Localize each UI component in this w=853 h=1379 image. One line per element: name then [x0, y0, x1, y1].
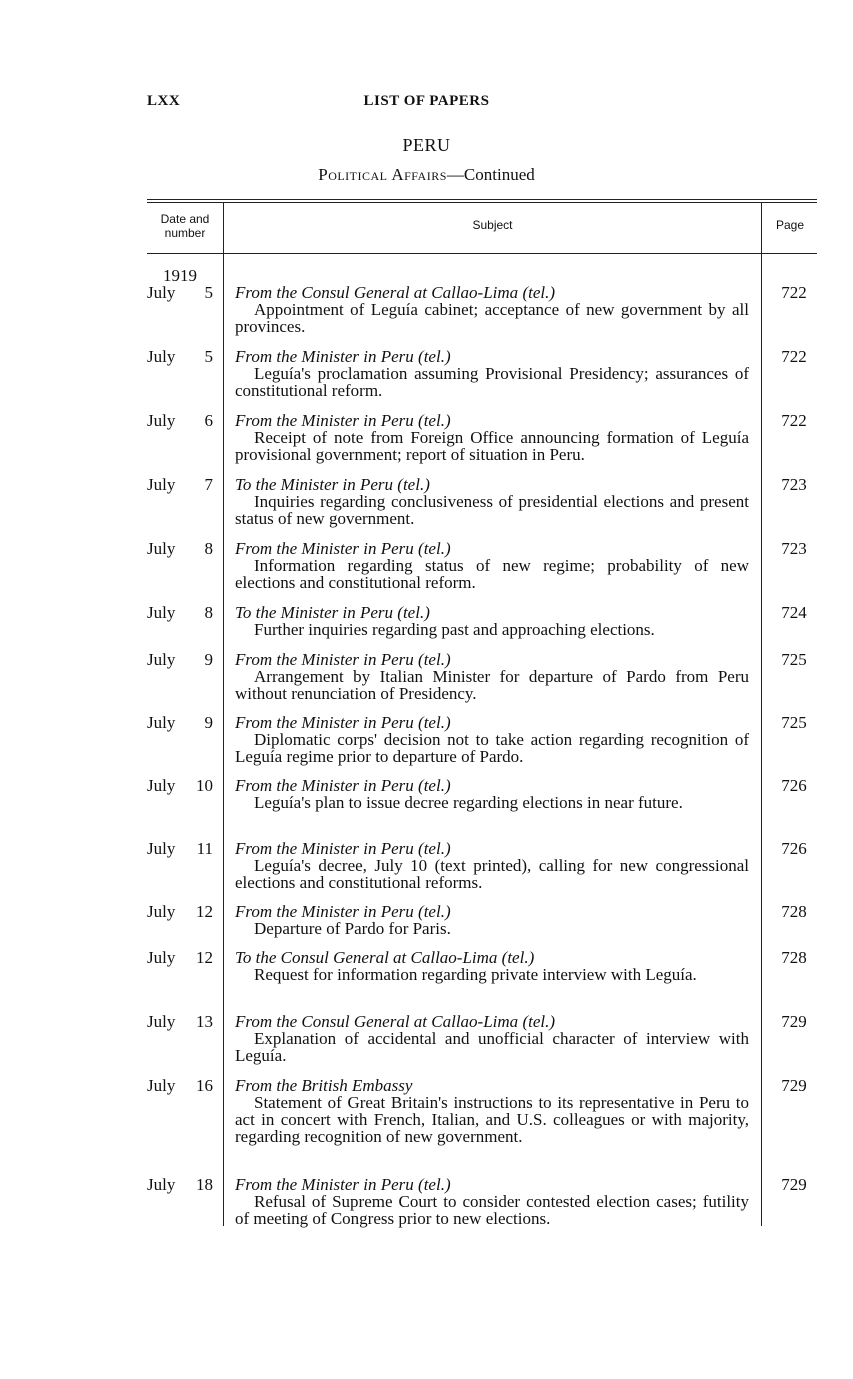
row-month: July [147, 411, 176, 430]
row-day: 10 [196, 776, 213, 795]
column-divider-date [223, 202, 224, 1226]
row-correspondent-text: From the Minister in Peru [235, 411, 414, 430]
row-day: 6 [204, 411, 213, 430]
row-subject [235, 604, 749, 638]
row-page: 725 [781, 713, 807, 732]
row-telegram-marker: (tel.) [501, 948, 535, 967]
row-page: 728 [781, 948, 807, 967]
row-month: July [147, 283, 176, 302]
row-telegram-marker: (tel.) [522, 1012, 556, 1031]
row-page: 729 [781, 1175, 807, 1194]
row-subject [235, 284, 749, 335]
row-description: Appointment of Leguía cabinet; acceptance of new government by all provinces. [235, 300, 749, 336]
row-subject [235, 777, 749, 811]
row-description: Leguía's decree, July 10 (text printed), calling for new congressional elections and constitutional reforms. [235, 856, 749, 892]
row-telegram-marker: (tel.) [418, 539, 451, 558]
column-header-date-line1: Date and [160, 212, 210, 226]
row-month: July [147, 650, 176, 669]
row-description: Further inquiries regarding past and approaching elections. [254, 620, 655, 639]
section-main: Political Affairs [318, 165, 447, 184]
row-subject [235, 540, 749, 591]
row-day: 16 [196, 1076, 213, 1095]
row-month: July [147, 475, 176, 494]
row-day: 5 [204, 347, 213, 366]
row-day: 11 [196, 839, 213, 858]
row-correspondent-text: From the Minister in Peru [235, 902, 414, 921]
row-correspondent [235, 284, 749, 301]
column-header-subject: Subject [472, 218, 513, 232]
row-correspondent [235, 1013, 749, 1030]
row-subject [235, 840, 749, 891]
row-telegram-marker: (tel.) [418, 902, 451, 921]
row-correspondent [235, 840, 749, 857]
row-page: 724 [781, 603, 807, 622]
row-month: July [147, 347, 176, 366]
row-month: July [147, 902, 176, 921]
row-day: 8 [204, 603, 213, 622]
row-page: 729 [781, 1076, 807, 1095]
row-correspondent [235, 949, 749, 966]
row-subject [235, 651, 749, 702]
row-correspondent [235, 348, 749, 365]
row-subject [235, 476, 749, 527]
table-top-rule-inner [147, 202, 817, 203]
row-day: 9 [204, 650, 213, 669]
page-number: LXX [147, 93, 181, 109]
country-heading: PERU [402, 135, 451, 155]
row-month: July [147, 948, 176, 967]
row-correspondent-text: From the Minister in Peru [235, 347, 414, 366]
running-title: LIST OF PAPERS [363, 93, 490, 109]
row-telegram-marker: (tel.) [397, 475, 430, 494]
table-header-rule [147, 253, 817, 254]
row-subject [235, 1077, 749, 1145]
row-correspondent [235, 540, 749, 557]
row-description: Inquiries regarding conclusiveness of presidential elections and present status of new government. [235, 492, 749, 528]
row-correspondent-text: To the Minister in Peru [235, 475, 394, 494]
row-page: 722 [781, 283, 807, 302]
row-correspondent-text: From the Minister in Peru [235, 713, 414, 732]
section-heading [0, 165, 853, 185]
row-day: 12 [196, 948, 213, 967]
column-header-page: Page [775, 218, 805, 232]
row-correspondent [235, 903, 749, 920]
row-correspondent-text: To the Consul General at Callao-Lima [235, 948, 498, 967]
row-correspondent [235, 651, 749, 668]
row-telegram-marker: (tel.) [418, 776, 451, 795]
row-telegram-marker: (tel.) [522, 283, 556, 302]
row-correspondent [235, 1176, 749, 1193]
row-month: July [147, 839, 176, 858]
row-page: 729 [781, 1012, 807, 1031]
row-correspondent [235, 476, 749, 493]
row-description: Refusal of Supreme Court to consider contested election cases; futility of meeting of Congress prior to new elections. [235, 1192, 749, 1228]
row-telegram-marker: (tel.) [418, 347, 451, 366]
column-header-date [147, 212, 223, 240]
row-day: 8 [204, 539, 213, 558]
row-page: 723 [781, 475, 807, 494]
row-page: 726 [781, 839, 807, 858]
row-description: Explanation of accidental and unofficial character of interview with Leguía. [235, 1029, 749, 1065]
row-month: July [147, 1175, 176, 1194]
row-subject [235, 949, 749, 983]
row-correspondent-text: From the Consul General at Callao-Lima [235, 283, 519, 302]
row-telegram-marker: (tel.) [418, 839, 451, 858]
row-page: 722 [781, 347, 807, 366]
row-day: 7 [204, 475, 213, 494]
row-month: July [147, 1012, 176, 1031]
row-description: Arrangement by Italian Minister for departure of Pardo from Peru without renunciation of Presidency. [235, 667, 749, 703]
row-telegram-marker: (tel.) [418, 713, 451, 732]
row-correspondent-text: From the Minister in Peru [235, 776, 414, 795]
year-label: 1919 [163, 266, 197, 285]
row-day: 5 [204, 283, 213, 302]
row-correspondent-text: From the Minister in Peru [235, 1175, 414, 1194]
row-description: Request for information regarding private interview with Leguía. [254, 965, 697, 984]
row-page: 723 [781, 539, 807, 558]
row-description: Leguía's proclamation assuming Provisional Presidency; assurances of constitutional reform. [235, 364, 749, 400]
row-correspondent-text: To the Minister in Peru [235, 603, 394, 622]
row-page: 725 [781, 650, 807, 669]
row-page: 728 [781, 902, 807, 921]
row-day: 9 [204, 713, 213, 732]
row-month: July [147, 539, 176, 558]
row-correspondent-text: From the British Embassy [235, 1076, 413, 1095]
row-day: 12 [196, 902, 213, 921]
row-correspondent-text: From the Minister in Peru [235, 650, 414, 669]
row-subject [235, 903, 749, 937]
row-subject [235, 348, 749, 399]
row-correspondent [235, 1077, 749, 1094]
row-month: July [147, 776, 176, 795]
row-description: Information regarding status of new regime; probability of new elections and constitutional reform. [235, 556, 749, 592]
row-telegram-marker: (tel.) [418, 411, 451, 430]
row-correspondent [235, 604, 749, 621]
row-description: Departure of Pardo for Paris. [254, 919, 451, 938]
row-description: Diplomatic corps' decision not to take action regarding recognition of Leguía regime prior to departure of Pardo. [235, 730, 749, 766]
row-subject [235, 412, 749, 463]
row-correspondent-text: From the Minister in Peru [235, 539, 414, 558]
row-correspondent-text: From the Minister in Peru [235, 839, 414, 858]
column-header-date-line2: number [164, 226, 206, 240]
row-description: Receipt of note from Foreign Office announcing formation of Leguía provisional government; report of situation in Peru. [235, 428, 749, 464]
row-telegram-marker: (tel.) [418, 650, 451, 669]
row-correspondent [235, 412, 749, 429]
row-description: Leguía's plan to issue decree regarding elections in near future. [254, 793, 683, 812]
row-month: July [147, 1076, 176, 1095]
row-telegram-marker: (tel.) [418, 1175, 451, 1194]
row-subject [235, 1013, 749, 1064]
row-correspondent [235, 777, 749, 794]
row-correspondent-text: From the Consul General at Callao-Lima [235, 1012, 519, 1031]
row-page: 722 [781, 411, 807, 430]
row-subject [235, 1176, 749, 1227]
row-subject [235, 714, 749, 765]
section-suffix: —Continued [446, 165, 535, 184]
table-top-rule [147, 199, 817, 200]
row-day: 18 [196, 1175, 213, 1194]
row-telegram-marker: (tel.) [397, 603, 430, 622]
row-month: July [147, 713, 176, 732]
row-month: July [147, 603, 176, 622]
row-description: Statement of Great Britain's instructions to its representative in Peru to act in concert with French, Italian, and U.S. colleagues or with majority, regarding recognition of new government. [235, 1093, 749, 1146]
row-correspondent [235, 714, 749, 731]
row-page: 726 [781, 776, 807, 795]
row-day: 13 [196, 1012, 213, 1031]
